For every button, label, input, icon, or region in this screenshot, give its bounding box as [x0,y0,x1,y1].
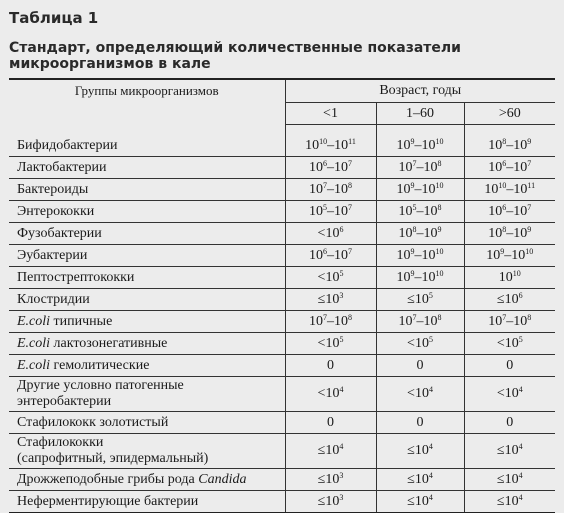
row-value: $\le 10^4$ [376,491,464,513]
row-value: $\le 10^3$ [285,491,376,513]
row-value: $\le 10^4$ [464,434,555,469]
row-value: $<10^5$ [285,333,376,355]
row-value: 0 [464,355,555,377]
row-value: $\le 10^5$ [376,289,464,311]
row-name [9,179,285,201]
row-name-text: Лактобактерии [17,159,107,175]
row-value: $10^8-10^9$ [464,223,555,245]
row-name-italic: E.coli [17,313,51,329]
row-name-line-2: энтеробактерии [17,394,112,409]
row-name [9,434,285,469]
row-value: 0 [464,412,555,434]
table-row [9,469,555,491]
row-value: $10^7-10^8$ [285,311,376,333]
row-value: $\le 10^3$ [285,469,376,491]
header-age-1-60: 1–60 [376,103,464,125]
table-caption [9,40,555,72]
row-name [9,491,285,513]
table-row [9,377,555,412]
row-value: $<10^5$ [464,333,555,355]
row-name [9,469,285,491]
row-name [9,289,285,311]
row-name-text: Дрожжеподобные грибы рода [17,471,199,487]
row-name-text: Бифидобактерии [17,137,118,153]
table-number: Таблица 1 [9,9,99,27]
row-name [9,201,285,223]
row-name-text: Эубактерии [17,247,88,263]
row-value: $10^{10}$ [464,267,555,289]
row-name [9,355,285,377]
row-value: $10^7-10^8$ [464,311,555,333]
row-value: $10^9-10^{10}$ [376,267,464,289]
table-row [9,311,555,333]
row-name-text: Пептострептококки [17,269,135,285]
table-body [9,125,555,513]
row-value: $\le 10^4$ [464,491,555,513]
row-name-italic: Candida [198,471,247,487]
table-row [9,245,555,267]
row-value: $\le 10^6$ [464,289,555,311]
row-value: $10^5-10^8$ [376,201,464,223]
table-row [9,267,555,289]
row-name-rest: гемолитические [50,357,150,373]
row-value: $10^6-10^7$ [464,157,555,179]
row-name-line-2: (сапрофитный, эпидермальный) [17,451,209,466]
row-value: $10^8-10^9$ [376,223,464,245]
row-name [9,267,285,289]
row-name-text: Фузобактерии [17,225,102,241]
table-row [9,179,555,201]
row-value: $10^6-10^7$ [285,157,376,179]
table-row [9,223,555,245]
table-heading [9,8,555,72]
row-value: 0 [376,355,464,377]
row-value: $10^7-10^8$ [285,179,376,201]
row-value: $10^{10}-10^{11}$ [285,135,376,157]
table-row [9,201,555,223]
row-value: $\le 10^3$ [285,289,376,311]
table-row [9,355,555,377]
row-value: $10^5-10^7$ [285,201,376,223]
table-caption-line-2: микроорганизмов в кале [9,56,211,72]
header-groups: Группы микроорганизмов [9,79,285,125]
row-name [9,223,285,245]
row-value: $10^8-10^9$ [464,135,555,157]
row-name-line-1: Стафилококки [17,435,104,450]
table-row [9,135,555,157]
row-name [9,377,285,412]
microorganism-table [9,78,555,513]
row-name [9,135,285,157]
row-value: 0 [285,412,376,434]
header-age: Возраст, годы [285,79,555,103]
table-caption-line-1: Стандарт, определяющий количественные показатели [9,40,461,56]
spacer-row [9,125,555,136]
row-name [9,311,285,333]
row-name-rest: лактозонегативные [50,335,168,351]
row-value: $\le 10^4$ [376,434,464,469]
row-name-italic: E.coli [17,335,51,351]
table-row [9,434,555,469]
table-row [9,289,555,311]
row-value: $<10^5$ [285,267,376,289]
row-name-italic: E.coli [17,357,51,373]
row-name [9,333,285,355]
table-row [9,157,555,179]
row-name [9,412,285,434]
row-value: $10^7-10^8$ [376,311,464,333]
row-value: $10^6-10^7$ [464,201,555,223]
row-name-text: Клостридии [17,291,90,307]
row-value: $10^9-10^{10}$ [376,245,464,267]
row-value: $10^9-10^{10}$ [376,179,464,201]
row-value: 0 [376,412,464,434]
header-age-over-60: >60 [464,103,555,125]
table-row [9,333,555,355]
row-value: $\le 10^4$ [464,469,555,491]
row-value: $10^{10}-10^{11}$ [464,179,555,201]
row-value: $\le 10^4$ [285,434,376,469]
row-value: $10^9-10^{10}$ [376,135,464,157]
row-name-line-1: Другие условно патогенные [17,378,184,393]
row-name-text: Стафилококк золотистый [17,414,169,430]
row-value: $<10^4$ [376,377,464,412]
row-name-text: Энтерококки [17,203,95,219]
row-name-text: Бактероиды [17,181,89,197]
table-row [9,491,555,513]
row-value: $10^6-10^7$ [285,245,376,267]
row-name [9,157,285,179]
row-name [9,245,285,267]
row-value: $<10^5$ [376,333,464,355]
row-value: $10^7-10^8$ [376,157,464,179]
row-value: $<10^4$ [285,377,376,412]
row-value: $10^9-10^{10}$ [464,245,555,267]
row-value: $\le 10^4$ [376,469,464,491]
row-value: $<10^4$ [464,377,555,412]
row-value: 0 [285,355,376,377]
row-value: $<10^6$ [285,223,376,245]
row-name-rest: типичные [50,313,113,329]
header-age-under-1: <1 [285,103,376,125]
table-row [9,412,555,434]
row-name-text: Неферментирующие бактерии [17,493,199,509]
